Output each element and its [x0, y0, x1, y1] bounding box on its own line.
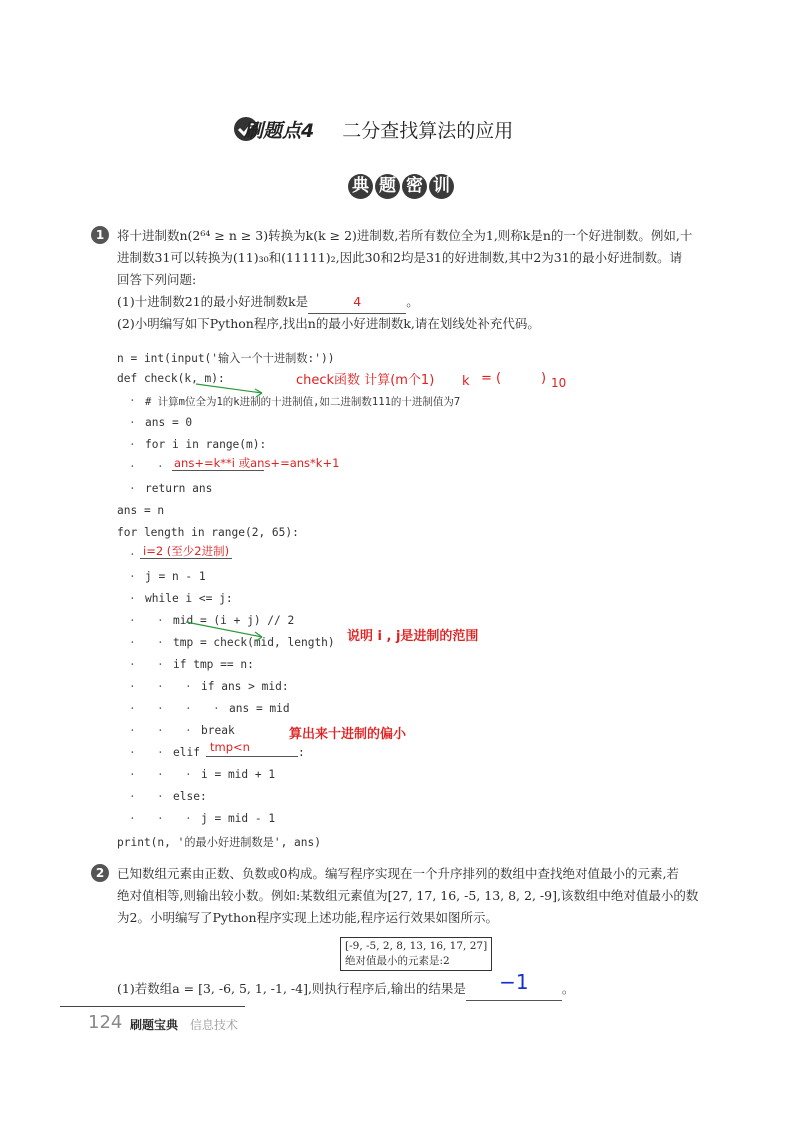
indent-dot: · [157, 812, 164, 825]
q1-sub1-answer: 4 [353, 294, 362, 309]
q1-line3: 回答下列问题: [117, 272, 197, 287]
q2-sub1-blank [466, 970, 562, 1001]
answer-3-handwritten: tmp<n [210, 740, 250, 754]
code-line: n = int(input('输入一个十进制数:')) [117, 352, 335, 365]
indent-dot: · [157, 636, 164, 649]
indent-dot: · [129, 438, 136, 451]
code-line: ans = 0 [145, 416, 193, 429]
code-line: ans = n [117, 504, 165, 517]
indent-dot: · [129, 812, 136, 825]
answer-2-handwritten: i=2 (至少2进制) [143, 544, 230, 558]
banner-char: 典 [348, 174, 373, 199]
indent-dot: · [185, 680, 192, 693]
q2-sub1-end: 。 [561, 981, 575, 996]
indent-dot: · [157, 746, 164, 759]
indent-dot: · [129, 680, 136, 693]
note-too-small: 算出来十进制的偏小 [289, 727, 407, 742]
q2-line3: 为2。小明编写了Python程序实现上述功能,程序运行效果如图所示。 [117, 910, 499, 925]
code-line: return ans [145, 482, 213, 495]
indent-dot: · [157, 768, 164, 781]
q2-sub1 [117, 970, 727, 1001]
question-number-1: 1 [91, 226, 109, 244]
code-line: i = mid + 1 [201, 768, 276, 781]
indent-dot: · [157, 460, 164, 473]
banner-char: 密 [402, 174, 427, 199]
indent-dot: · [129, 592, 136, 605]
q1-sub1-prompt: (1)十进制数21的最小好进制数k是 [117, 294, 309, 309]
page-number: 124 [88, 1012, 123, 1033]
footer-book [130, 1016, 238, 1033]
q2-line1: 已知数组元素由正数、负数或0构成。编写程序实现在一个升序排列的数组中查找绝对值最小的元素,若 [117, 866, 679, 881]
indent-dot: · [157, 702, 164, 715]
code-line: else: [173, 790, 207, 803]
indent-dot: · [129, 702, 136, 715]
program-output-box [340, 937, 492, 971]
note-range: 说明 i , j是进制的范围 [347, 629, 479, 644]
code-line: j = n - 1 [145, 570, 206, 583]
indent-dot: · [213, 702, 220, 715]
code-line: j = mid - 1 [201, 812, 276, 825]
indent-dot: · [129, 548, 136, 561]
code-line: while i <= j: [145, 592, 233, 605]
indent-dot: · [157, 724, 164, 737]
footer-rule [60, 1006, 245, 1007]
book-subject: 信息技术 [189, 1018, 238, 1032]
code-line: def check(k, m): [117, 372, 225, 385]
code-line: ans = mid [229, 702, 290, 715]
indent-dot: · [129, 636, 136, 649]
indent-dot: · [129, 724, 136, 737]
code-line: elif [173, 746, 200, 759]
indent-dot: · [157, 614, 164, 627]
code-line: break [201, 724, 235, 737]
indent-dot: · [157, 680, 164, 693]
arrow-icon [196, 384, 262, 397]
question-number-2: 2 [91, 864, 109, 882]
indent-dot: · [185, 768, 192, 781]
code-line: if ans > mid: [201, 680, 289, 693]
banner-char: 训 [429, 174, 454, 199]
code-line: print(n, '的最小好进制数是', ans) [117, 836, 322, 849]
indent-dot: · [157, 790, 164, 803]
code-line: for i in range(m): [145, 438, 267, 451]
q2-sub1-prompt: (1)若数组a = [3, -6, 5, 1, -1, -4],则执行程序后,输出的结果是 [117, 981, 466, 996]
indent-dot: · [129, 658, 136, 671]
indent-dot: · [185, 702, 192, 715]
note-base-10: 10 [551, 376, 567, 390]
indent-dot: · [129, 394, 136, 407]
indent-dot: · [129, 460, 136, 473]
q1-line1: 将十进制数n(2⁶⁴ ≥ n ≥ 3)转换为k(k ≥ 2)进制数,若所有数位全为1,则称k是n的一个好进制数。例如,十 [117, 228, 693, 243]
output-line: [-9, -5, 2, 8, 13, 16, 17, 27] [345, 940, 488, 952]
code-colon: : [298, 746, 305, 759]
indent-dot: · [185, 724, 192, 737]
code-line: for length in range(2, 65): [117, 526, 299, 539]
code-line: if tmp == n: [173, 658, 254, 671]
code-line: mid = (i + j) // 2 [173, 614, 295, 627]
answer-1-handwritten: ans+=k**i 或ans+=ans*k+1 [174, 456, 340, 470]
banner-char: 题 [375, 174, 400, 199]
indent-dot: · [185, 812, 192, 825]
book-title: 刷题宝典 [130, 1018, 179, 1032]
q2-line2: 绝对值相等,则输出较小数。例如:某数组元素值为[27, 17, 16, -5, 13, 8, 2, -9],该数组中绝对值最小的数 [117, 888, 699, 903]
q2-sub1-answer: −1 [499, 970, 529, 994]
q1-sub1-end: 。 [406, 294, 419, 309]
section-heading: 二分查找算法的应用 [342, 120, 514, 142]
indent-dot: · [129, 614, 136, 627]
indent-dot: · [129, 416, 136, 429]
indent-dot: · [129, 746, 136, 759]
arrow-icon [186, 622, 262, 641]
code-comment: # 计算m位全为1的k进制的十进制值,如二进制数111的十进制值为7 [145, 396, 461, 408]
section-label: 刷题点4 [244, 120, 315, 142]
indent-dot: · [129, 768, 136, 781]
code-line: tmp = check(mid, length) [173, 636, 335, 649]
indent-dot: · [129, 482, 136, 495]
indent-dot: · [129, 570, 136, 583]
note-equals: = ( [481, 371, 502, 386]
note-check-function: check函数 计算(m个1) [296, 373, 435, 388]
note-close-paren: ) [541, 371, 547, 386]
q1-sub2: (2)小明编写如下Python程序,找出n的最小好进制数k,请在划线处补充代码。 [117, 316, 540, 331]
note-base-k: k [462, 374, 470, 389]
indent-dot: · [157, 658, 164, 671]
q1-line2: 进制数31可以转换为(11)₃₀和(11111)₂,因此30和2均是31的好进制数,其中2为31的最小好进制数。请 [117, 250, 683, 265]
output-line: 绝对值最小的元素是:2 [345, 955, 450, 967]
indent-dot: · [129, 790, 136, 803]
